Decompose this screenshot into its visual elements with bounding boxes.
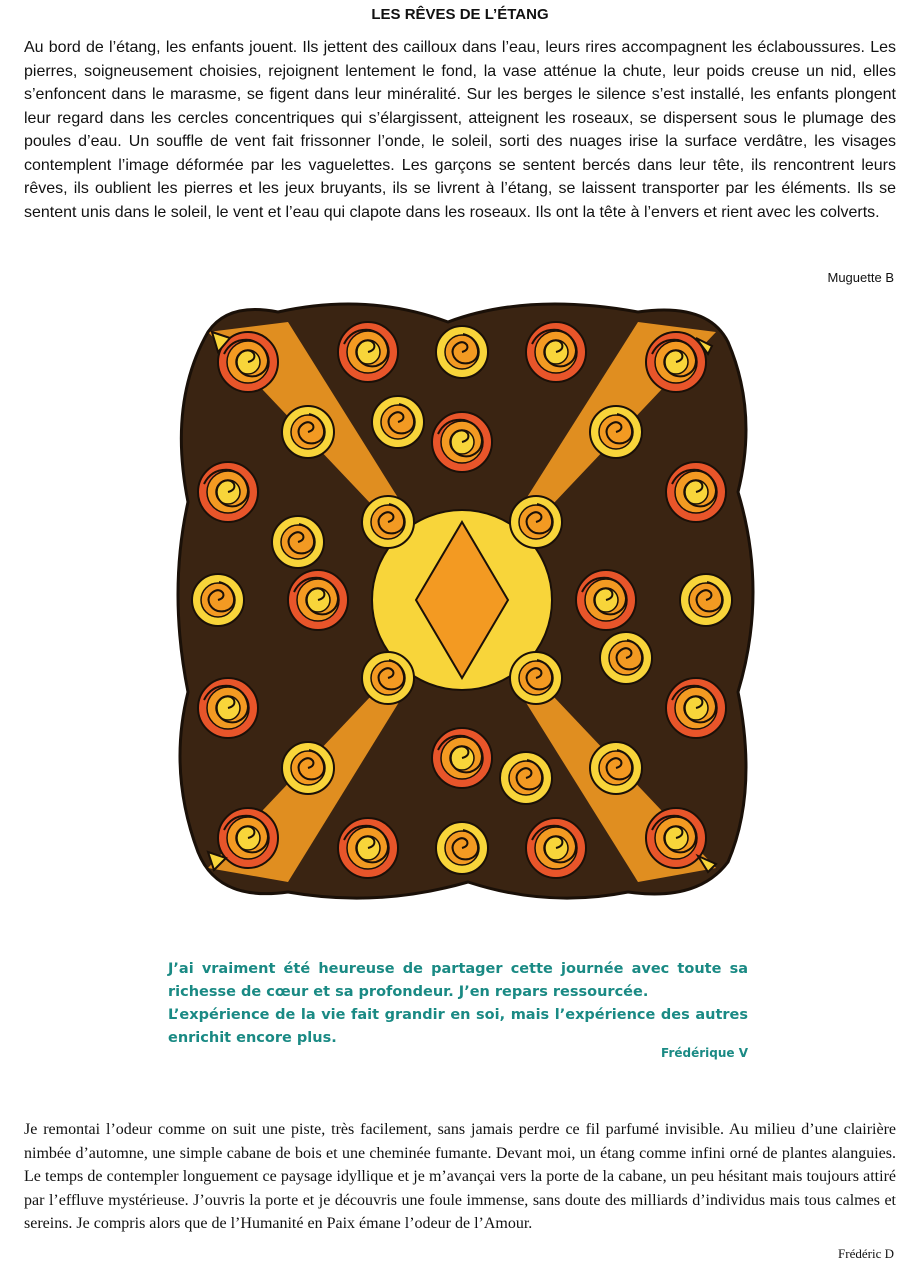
story-1-author: Muguette B xyxy=(827,270,894,285)
quote-author: Frédérique V xyxy=(661,1046,748,1060)
quote-line-2: L’expérience de la vie fait grandir en soi, mais l’expérience des autres enrichit encore plus. xyxy=(168,1007,748,1046)
testimonial-quote xyxy=(168,958,748,1050)
story-paragraph-1: Au bord de l’étang, les enfants jouent. Ils jettent des cailloux dans l’eau, leurs rires accompagnent les éclaboussures. Les pierres, soigneusement choisies, rejoignent lentement le fond, la vase atténue la chute, leur poids creuse un nid, elles s’enfoncent dans le marasme, se figent dans leur minéralité. Sur les berges le silence s’est installé, les enfants plongent leur regard dans les cercles concentriques qui s’élargissent, atteignent les roseaux, se dispersent sous le plumage des poules d’eau. Un souffle de vent fait frissonner l’onde, le soleil, sorti des nuages irise la surface verdâtre, les visages contemplent l’image déformée par les vaguelettes. Les garçons se sentent bercés dans leur tête, ils rencontrent leurs rêves, ils oublient les pierres et les jeux bruyants, ils se livrent à l’étang, se laissent transporter par les éléments. Ils se sentent unis dans le soleil, le vent et l’eau qui clapote dans les roseaux. Ils ont la tête à l’envers et rient avec les colverts. xyxy=(24,39,896,221)
page-title: LES RÊVES DE L’ÉTANG xyxy=(371,6,549,23)
story-paragraph-2: Je remontai l’odeur comme on suit une piste, très facilement, sans jamais perdre ce fil parfumé invisible. Au milieu d’une clairière nimbée d’automne, une simple cabane de bois et une cheminée fumante. Devant moi, un étang comme infini orné de plantes alanguies. Le temps de contempler longuement ce paysage idyllique et je m’avançai vers la porte de la cabane, un peu hésitant mais toujours attiré par l’effluve mystérieuse. J’ouvris la porte et je découvris une foule immense, sans doute des milliards d’individus mais tous calmes et sereins. Je compris alors que de l’Humanité en Paix émane l’odeur de l’Amour. xyxy=(24,1121,896,1232)
quote-line-1: J’ai vraiment été heureuse de partager cette journée avec toute sa richesse de cœur et sa profondeur. J’en repars ressourcée. xyxy=(168,961,748,1000)
celtic-knot-illustration xyxy=(168,292,756,908)
story-2-author: Frédéric D xyxy=(838,1246,894,1261)
